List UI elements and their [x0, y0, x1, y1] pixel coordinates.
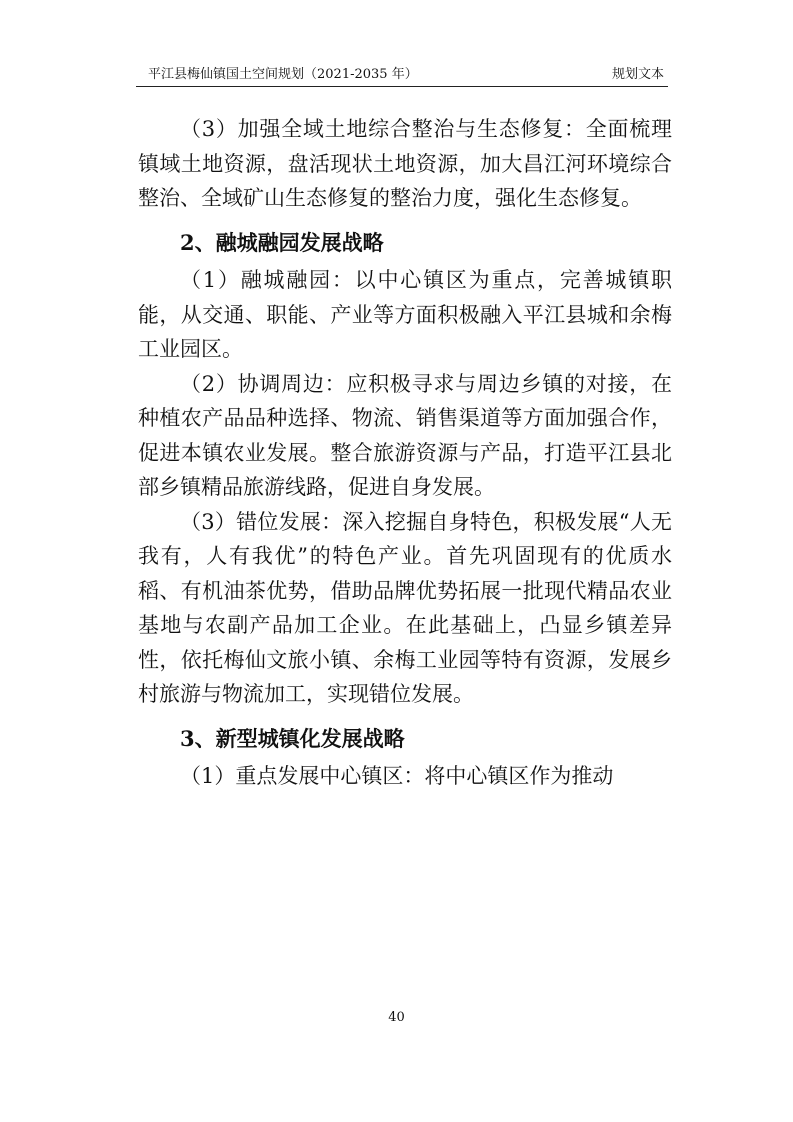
page-header	[136, 60, 668, 87]
paragraph-central-town-development: （1）重点发展中心镇区：将中心镇区作为推动	[180, 764, 614, 788]
section-heading-3: 3、新型城镇化发展战略	[180, 725, 405, 751]
paragraph-land-remediation: （3）加强全域土地综合整治与生态修复：全面梳理镇域土地资源，盘活现状土地资源，加大昌江河环境综合整治、全域矿山生态修复的整治力度，强化生态修复。	[138, 117, 672, 210]
section-heading-2: 2、融城融园发展战略	[180, 229, 384, 255]
paragraph-coordinate-surroundings: （2）协调周边：应积极寻求与周边乡镇的对接，在种植农产品品种选择、物流、销售渠道等方面加强合作，促进本镇农业发展。整合旅游资源与产品，打造平江县北部乡镇精品旅游线路，促进自身发展。	[138, 371, 672, 499]
page-number: 40	[388, 1010, 405, 1025]
paragraph-differentiated-development: （3）错位发展：深入挖掘自身特色，积极发展“人无我有，人有我优”的特色产业。首先巩固现有的优质水稻、有机油茶优势，借助品牌优势拓展一批现代精品农业基地与农副产品加工企业。在此基础上，凸显乡镇差异性，依托梅仙文旅小镇、余梅工业园等特有资源，发展乡村旅游与物流加工，实现错位发展。	[138, 509, 672, 706]
header-title: 平江县梅仙镇国土空间规划（2021-2035 年）	[148, 67, 418, 82]
paragraph-city-park-integration: （1）融城融园：以中心镇区为重点，完善城镇职能，从交通、职能、产业等方面积极融入平江县城和余梅工业园区。	[138, 268, 672, 361]
document-body	[138, 112, 672, 794]
header-doc-type: 规划文本	[611, 67, 664, 82]
